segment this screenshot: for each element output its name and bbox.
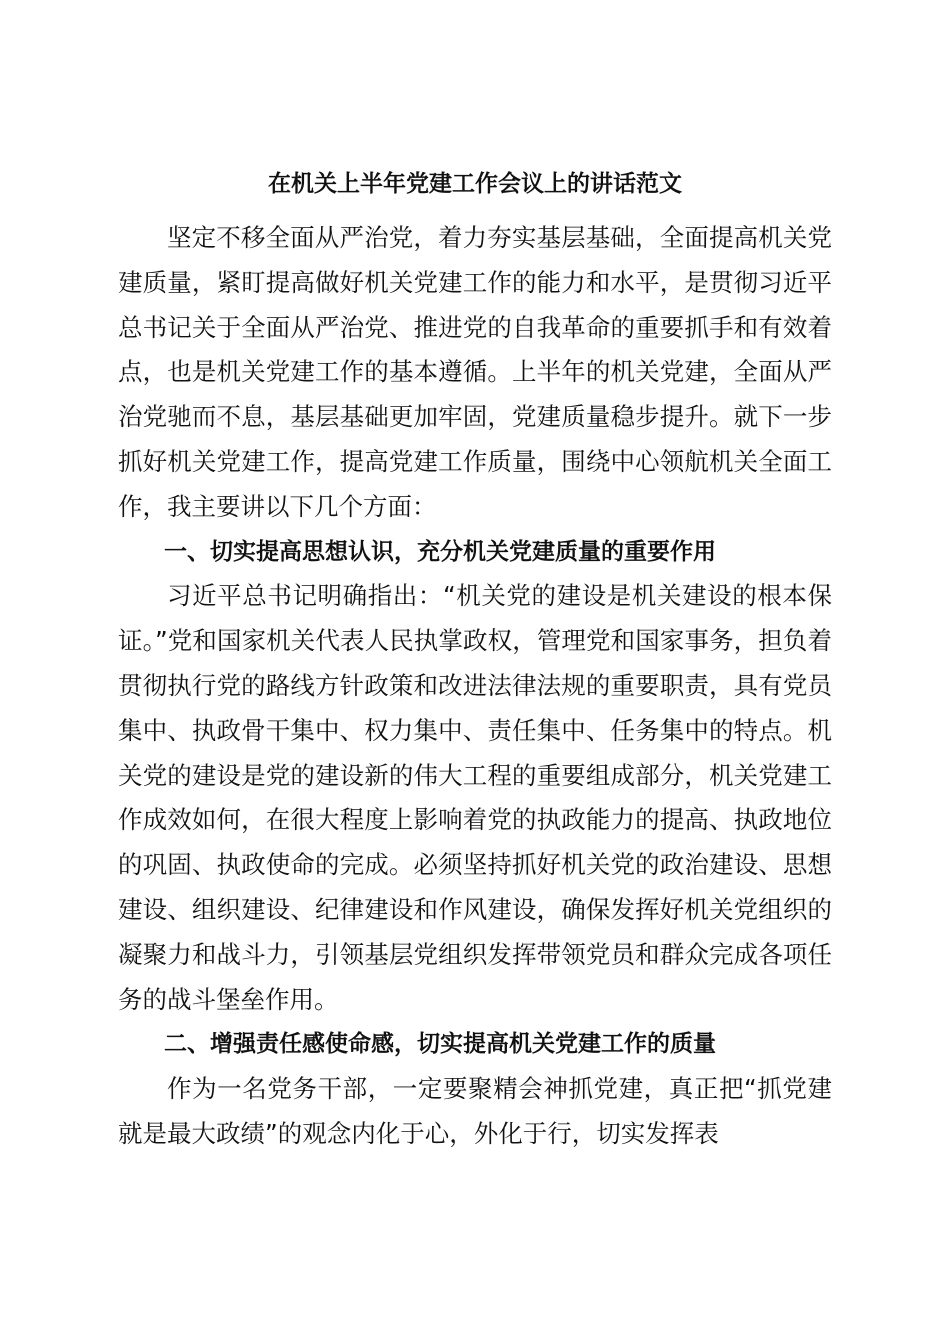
document-body: [118, 216, 832, 1157]
document-title: 在机关上半年党建工作会议上的讲话范文: [268, 171, 682, 197]
section-1-heading: 一、切实提高思想认识，充分机关党建质量的重要作用: [164, 538, 716, 565]
section-2-paragraph: 作为一名党务干部，一定要聚精会神抓党建，真正把“抓党建就是最大政绩”的观念内化于心，外化于行，切实发挥表: [118, 1074, 832, 1148]
section-1-paragraph: 习近平总书记明确指出：“机关党的建设是机关建设的根本保证。”党和国家机关代表人民执掌政权，管理党和国家事务，担负着贯彻执行党的路线方针政策和改进法律法规的重要职责，具有党员集中、执政骨干集中、权力集中、责任集中、任务集中的特点。机关党的建设是党的建设新的伟大工程的重要组成部分，机关党建工作成效如何，在很大程度上影响着党的执政能力的提高、执政地位的巩固、执政使命的完成。必须坚持抓好机关党的政治建设、思想建设、组织建设、纪律建设和作风建设，确保发挥好机关党组织的凝聚力和战斗力，引领基层党组织发挥带领党员和群众完成各项任务的战斗堡垒作用。: [118, 581, 832, 1014]
section-2-heading: 二、增强责任感使命感，切实提高机关党建工作的质量: [164, 1031, 716, 1058]
intro-paragraph: 坚定不移全面从严治党，着力夯实基层基础，全面提高机关党建质量，紧盯提高做好机关党建工作的能力和水平，是贯彻习近平总书记关于全面从严治党、推进党的自我革命的重要抓手和有效着点，也是机关党建工作的基本遵循。上半年的机关党建，全面从严治党驰而不息，基层基础更加牢固，党建质量稳步提升。就下一步抓好机关党建工作，提高党建工作质量，围绕中心领航机关全面工作，我主要讲以下几个方面：: [118, 223, 832, 521]
